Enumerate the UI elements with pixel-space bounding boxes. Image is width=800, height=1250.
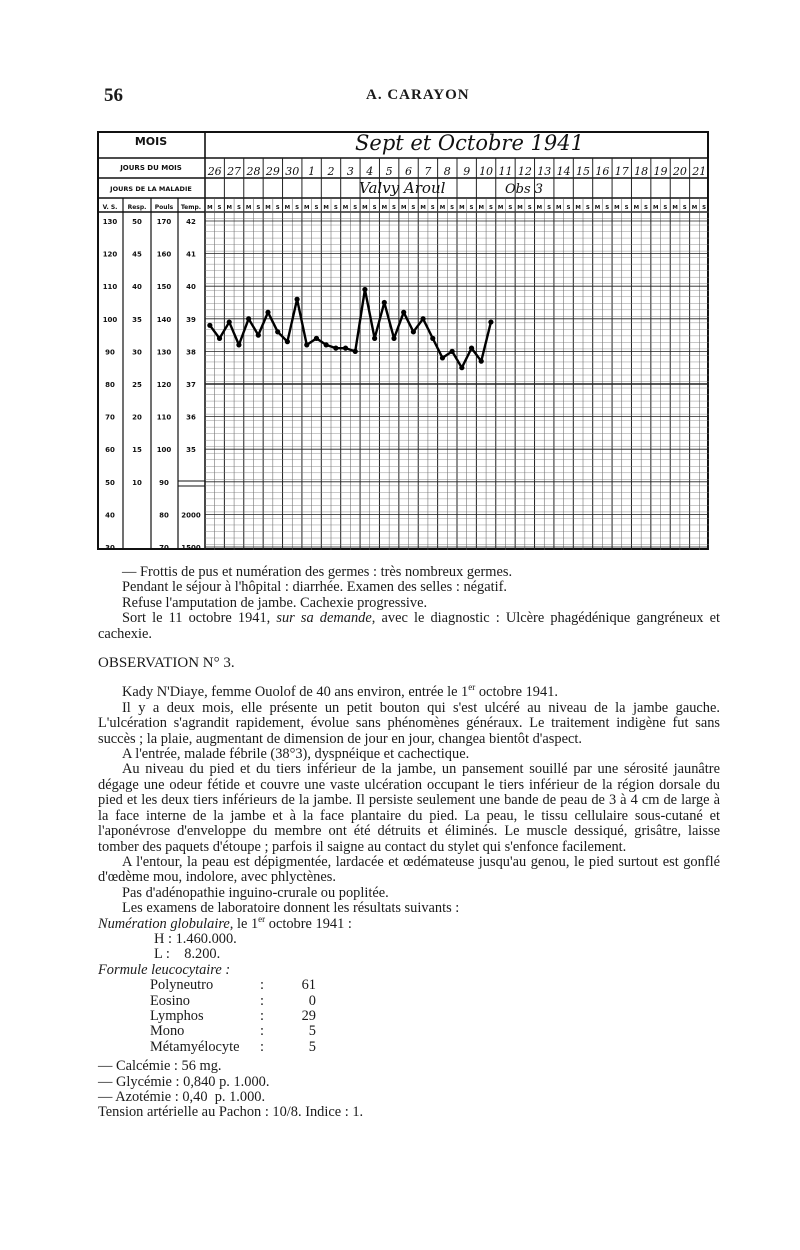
label-col-temp: Temp. <box>180 204 202 211</box>
day-label: 16 <box>595 165 610 178</box>
day-label: 5 <box>385 165 393 178</box>
ms-label-m: M <box>342 205 349 211</box>
day-label: 30 <box>285 165 300 178</box>
day-label: 26 <box>207 165 222 178</box>
ms-label-s: S <box>372 205 377 211</box>
ms-label-m: M <box>323 205 329 211</box>
scale-pouls-label: 120 <box>156 381 172 389</box>
ms-label-s: S <box>430 205 435 211</box>
scale-temp-label: 41 <box>186 250 196 259</box>
label-mois: MOIS <box>134 135 168 148</box>
ms-label-s: S <box>450 205 455 211</box>
glycemie: — Glycémie : 0,840 p. 1.000. <box>98 1073 270 1090</box>
formule-sep: : <box>260 1023 264 1040</box>
scale-pouls-label: 170 <box>156 218 172 226</box>
formule-val: 5 <box>308 1038 316 1055</box>
day-label: 29 <box>265 165 280 178</box>
temperature-point <box>382 300 387 305</box>
scale-vs-label: 110 <box>102 283 118 292</box>
scale-pouls-label: 160 <box>156 250 172 259</box>
calcemie: — Calcémie : 56 mg. <box>98 1058 222 1075</box>
page-header <box>104 85 698 109</box>
ms-label-m: M <box>478 205 484 211</box>
day-label: 28 <box>246 165 261 178</box>
handwritten-maladie: Valvy Aroul <box>359 179 446 197</box>
scale-resp-label: 50 <box>132 218 142 226</box>
temperature-point <box>450 349 455 354</box>
ms-label-s: S <box>217 205 222 211</box>
ms-label-s: S <box>333 205 338 211</box>
day-label: 7 <box>424 165 432 178</box>
scale-pouls-label: 130 <box>156 348 172 357</box>
day-label: 27 <box>227 165 242 178</box>
formule-row <box>150 1009 316 1024</box>
scale-vs-label: 40 <box>105 511 115 520</box>
formule-sep: : <box>260 977 264 994</box>
ms-label-m: M <box>226 205 232 211</box>
ms-label-m: M <box>265 205 271 211</box>
formule-name: Mono <box>150 1023 185 1040</box>
formule-name: Métamyélocyte <box>150 1038 240 1055</box>
paragraph-sortie: Sort le 11 octobre 1941, sur sa demande, avec le diagnostic : Ulcère phagédénique gangréneux et cachexie. <box>98 610 720 642</box>
temperature-point <box>420 316 425 321</box>
scale-resp-label: 15 <box>132 446 142 455</box>
ms-label-s: S <box>663 205 668 211</box>
label-col-vs: V. S. <box>102 204 118 211</box>
temperature-point <box>217 336 222 341</box>
day-label: 9 <box>463 165 471 178</box>
scale-temp-label: 40 <box>186 283 196 292</box>
temperature-point <box>479 359 484 364</box>
label-jours-du-mois: JOURS DU MOIS <box>120 164 182 172</box>
ms-label-m: M <box>304 205 310 211</box>
label-col-resp: Resp. <box>127 204 147 211</box>
day-label: 4 <box>366 165 374 178</box>
day-label: 2 <box>327 165 335 178</box>
ms-label-m: M <box>284 205 291 211</box>
ms-label-s: S <box>644 205 648 211</box>
formule-name: Polyneutro <box>150 977 214 994</box>
scale-vs-label: 90 <box>105 348 115 357</box>
scale-temp-label: 1500 <box>181 544 201 550</box>
formule-val: 29 <box>301 1007 316 1024</box>
numeration-heading: Numération globulaire, le 1er octobre 1941 : <box>98 913 352 932</box>
temperature-point <box>256 333 261 338</box>
paragraph-patient: Kady N'Diaye, femme Ouolof de 40 ans environ, entrée le 1er octobre 1941. <box>122 682 558 701</box>
ms-label-s: S <box>585 205 590 211</box>
ms-label-m: M <box>381 205 388 211</box>
day-label: 6 <box>405 165 413 178</box>
day-label: 19 <box>653 165 668 178</box>
scale-vs-label: 120 <box>102 250 118 259</box>
scale-vs-label: 80 <box>105 381 115 389</box>
scale-pouls-label: 100 <box>156 446 172 455</box>
scale-resp-label: 40 <box>132 283 142 292</box>
ms-label-m: M <box>439 205 446 211</box>
temperature-point <box>469 346 474 351</box>
page-number: 56 <box>104 85 123 106</box>
scale-vs-label: 70 <box>105 413 115 422</box>
ms-label-m: M <box>497 205 504 211</box>
ms-label-s: S <box>702 205 707 211</box>
numeration-l: L : 8.200. <box>154 946 221 963</box>
ms-label-s: S <box>566 205 571 211</box>
ms-label-m: M <box>420 205 426 211</box>
formule-row <box>150 1024 316 1039</box>
scale-resp-label: 35 <box>132 315 142 324</box>
ms-label-m: M <box>536 205 543 211</box>
ms-label-m: M <box>459 205 465 211</box>
temperature-point <box>343 346 348 351</box>
scale-temp-label: 37 <box>186 381 196 389</box>
day-label: 15 <box>576 165 590 178</box>
formule-name: Eosino <box>150 992 190 1009</box>
temperature-point <box>236 342 241 347</box>
tension-arterielle: Tension artérielle au Pachon : 10/8. Indice : 1. <box>98 1104 364 1121</box>
temperature-point <box>333 346 338 351</box>
paragraph-entour: A l'entour, la peau est dépigmentée, lardacée et œdémateuse jusqu'au genou, le pied surtout est gonflé d'œdème mou, indolore, avec phlyctènes. <box>98 853 720 886</box>
scale-temp-label: 42 <box>186 218 196 226</box>
scale-pouls-label: 150 <box>156 283 172 292</box>
temperature-point <box>265 310 270 315</box>
scale-temp-label: 39 <box>186 315 196 324</box>
formule-row <box>150 1040 316 1055</box>
ms-label-m: M <box>594 205 601 211</box>
temperature-point <box>401 310 406 315</box>
paragraph-frottis: — Frottis de pus et numération des germes : très nombreux germes. <box>122 564 513 580</box>
temperature-point <box>440 355 445 360</box>
day-label: 11 <box>498 165 513 178</box>
temperature-chart <box>97 126 709 550</box>
formule-val: 0 <box>308 992 316 1009</box>
ms-label-m: M <box>400 205 407 211</box>
formule-row <box>150 994 316 1009</box>
ms-label-m: M <box>633 205 640 211</box>
ms-label-s: S <box>682 205 687 211</box>
ms-label-s: S <box>547 205 552 211</box>
label-col-pouls: Pouls <box>154 204 174 211</box>
ms-label-m: M <box>575 205 581 211</box>
paragraph-sejour: Pendant le séjour à l'hôpital : diarrhée. Examen des selles : négatif. <box>122 579 508 596</box>
scale-resp-label: 20 <box>132 413 142 422</box>
ms-label-m: M <box>517 205 523 211</box>
handwritten-note: Obs 3 <box>505 182 544 197</box>
scale-vs-label: 60 <box>105 446 115 455</box>
ms-label-m: M <box>691 205 698 211</box>
ms-label-s: S <box>275 205 280 211</box>
temperature-point <box>285 339 290 344</box>
day-label: 8 <box>443 165 451 178</box>
ms-label-s: S <box>624 205 629 211</box>
temperature-point <box>362 287 367 292</box>
day-label: 3 <box>346 165 354 178</box>
ms-label-m: M <box>652 205 659 211</box>
formule-val: 61 <box>301 977 316 994</box>
scale-vs-label: 50 <box>105 478 115 487</box>
ms-label-s: S <box>295 205 300 211</box>
scale-pouls-label: 80 <box>159 511 169 520</box>
ms-label-s: S <box>508 205 513 211</box>
day-label: 10 <box>479 165 494 178</box>
ms-label-m: M <box>614 205 620 211</box>
ms-label-m: M <box>207 205 213 211</box>
ms-label-s: S <box>353 205 358 211</box>
formule-sep: : <box>260 992 264 1009</box>
temperature-point <box>304 342 309 347</box>
observation-title: OBSERVATION N° 3. <box>98 655 235 672</box>
paragraph-examens: Les examens de laboratoire donnent les résultats suivants : <box>122 900 460 917</box>
paragraph-ulceration: Au niveau du pied et du tiers inférieur de la jambe, un pansement souillé par une sérosité jaunâtre dégage une odeur fétide et couvre une vaste ulcération occupant le tiers inférieur de la région dorsale du pied et les deux tiers inférieurs de la jambe. Il persiste seulement une bande de peau de 3 à 4 cm de large à la face interne de la jambe et à la face plantaire du pied. La peau, le tissu cellulaire sous-cutané et l'aponévrose d'enveloppe du membre ont été détruits et éliminés. Le muscle dessiqué, grisâtre, laisse tomber des paquets d'étoupe ; parfois il saigne au contact du stylet qui s'enfonce facilement. <box>98 761 720 855</box>
scale-temp-label: 36 <box>186 413 196 422</box>
page-text <box>98 565 720 1121</box>
temperature-point <box>294 297 299 302</box>
ms-label-m: M <box>672 205 678 211</box>
ms-label-s: S <box>527 205 532 211</box>
ms-label-s: S <box>314 205 319 211</box>
formule-row <box>150 978 316 993</box>
ms-label-s: S <box>392 205 396 211</box>
scale-vs-label: 30 <box>105 544 115 550</box>
scale-vs-label: 130 <box>102 218 118 226</box>
paragraph-entree: A l'entrée, malade fébrile (38°3), dyspnéique et cachectique. <box>122 746 470 763</box>
temperature-point <box>488 319 493 324</box>
scale-temp-label: 35 <box>186 446 196 455</box>
temperature-point <box>459 365 464 370</box>
formule-val: 5 <box>308 1023 316 1040</box>
scale-temp-label: 38 <box>186 348 196 357</box>
temperature-point <box>324 342 329 347</box>
temperature-point <box>314 336 319 341</box>
ms-label-m: M <box>245 205 252 211</box>
scale-pouls-label: 110 <box>156 413 172 422</box>
formule-table <box>150 978 316 1055</box>
temperature-point <box>275 329 280 334</box>
azotemie: — Azotémie : 0,40 p. 1.000. <box>98 1089 266 1105</box>
temperature-point <box>391 336 396 341</box>
day-label: 1 <box>308 165 316 178</box>
numeration-h: H : 1.460.000. <box>154 930 237 947</box>
scale-resp-label: 10 <box>132 478 142 487</box>
scale-resp-label: 25 <box>132 381 142 389</box>
day-label: 20 <box>672 165 687 178</box>
ms-label-m: M <box>556 205 562 211</box>
handwritten-month: Sept et Octobre 1941 <box>355 131 585 155</box>
temperature-point <box>372 336 377 341</box>
ms-label-s: S <box>236 205 241 211</box>
day-label: 14 <box>556 165 571 178</box>
temperature-point <box>227 319 232 324</box>
temperature-point <box>207 323 212 328</box>
temperature-point <box>246 316 251 321</box>
scale-resp-label: 30 <box>132 348 142 357</box>
temperature-point <box>430 336 435 341</box>
scale-pouls-label: 140 <box>156 315 172 324</box>
scale-pouls-label: 90 <box>159 478 169 487</box>
scale-resp-label: 45 <box>132 250 142 259</box>
running-head: A. CARAYON <box>366 87 470 103</box>
ms-label-s: S <box>411 205 416 211</box>
scale-temp-label: 2000 <box>181 511 201 520</box>
day-label: 13 <box>537 165 552 178</box>
scale-vs-label: 100 <box>102 315 118 324</box>
temperature-point <box>353 349 358 354</box>
formule-heading: Formule leucocytaire : <box>98 961 231 978</box>
scale-pouls-label: 70 <box>159 544 169 550</box>
day-label: 17 <box>614 165 629 178</box>
ms-label-s: S <box>488 205 493 211</box>
ms-label-s: S <box>256 205 261 211</box>
temperature-point <box>411 329 416 334</box>
scale-labels <box>103 218 201 550</box>
paragraph-history: Il y a deux mois, elle présente un petit bouton qui s'est ulcéré au niveau de la jambe gauche. L'ulcération s'agrandit rapidement, évolue sans phénomènes généraux. Le traitement indigène fut sans succès ; la plaie, augmentant de dimension de jour en jour, changea bientôt d'aspect. <box>98 699 720 747</box>
day-label: 12 <box>517 165 532 178</box>
ms-label-m: M <box>362 205 368 211</box>
label-jours-maladie: JOURS DE LA MALADIE <box>110 185 192 193</box>
paragraph-adenopathie: Pas d'adénopathie inguino-crurale ou poplitée. <box>122 884 389 901</box>
ms-label-s: S <box>469 205 474 211</box>
formule-sep: : <box>260 1007 264 1024</box>
formule-sep: : <box>260 1038 264 1055</box>
paragraph-amputation: Refuse l'amputation de jambe. Cachexie progressive. <box>122 594 428 611</box>
day-label: 18 <box>634 165 649 178</box>
ms-label-s: S <box>605 205 610 211</box>
day-label: 21 <box>692 165 707 178</box>
formule-name: Lymphos <box>150 1007 204 1024</box>
